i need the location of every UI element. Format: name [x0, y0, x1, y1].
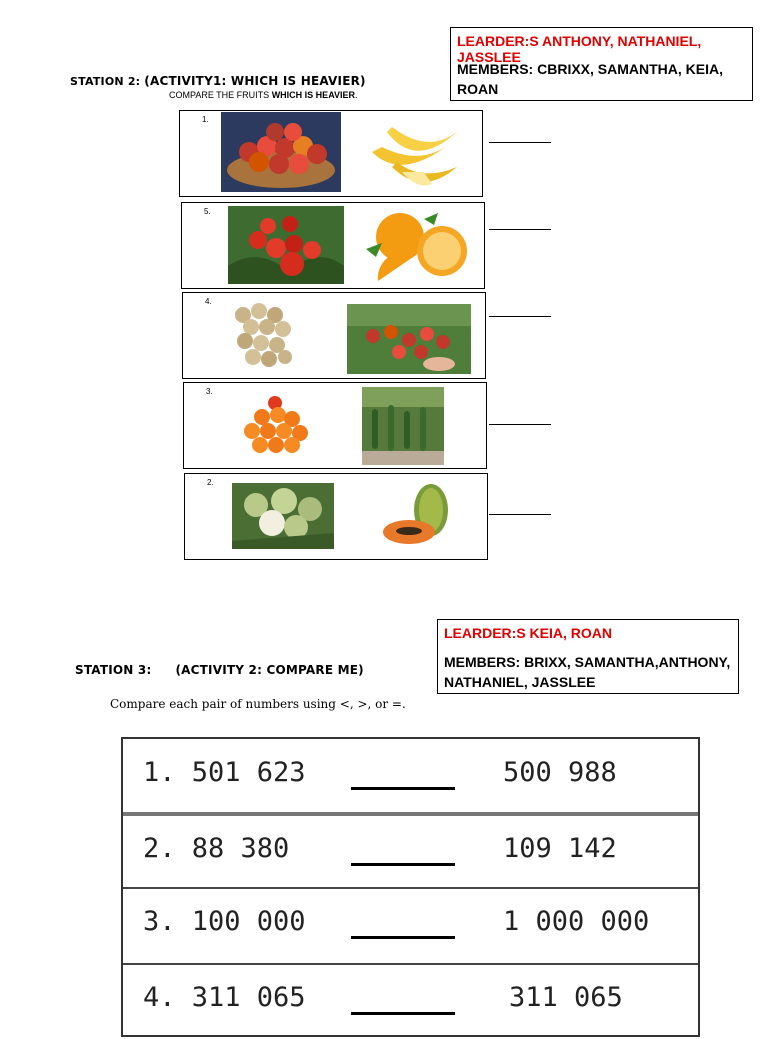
station3-instruction: Compare each pair of numbers using <, >, or =. — [110, 697, 406, 711]
compare-row — [123, 888, 698, 963]
left-number: 4. 311 065 — [143, 982, 306, 1013]
fruit-pair-row — [182, 292, 486, 379]
right-number: 311 065 — [509, 982, 623, 1013]
answer-blank[interactable] — [351, 1012, 455, 1015]
atis-fruit-photo — [232, 483, 334, 549]
cucumber-vines-photo — [362, 387, 444, 465]
left-number: 1. 501 623 — [143, 757, 306, 788]
answer-blank[interactable] — [351, 787, 455, 790]
banana-bunch-photo — [362, 112, 472, 192]
station2-title-activity: (ACTIVITY1: WHICH IS HEAVIER) — [144, 74, 366, 88]
papaya-photo — [375, 480, 465, 554]
answer-blank[interactable] — [489, 424, 551, 425]
fruit-pair-row — [184, 473, 488, 560]
answer-blank[interactable] — [489, 316, 551, 317]
answer-blank[interactable] — [489, 229, 551, 230]
right-number: 109 142 — [503, 833, 617, 864]
station2-leaders: LEARDER:S ANTHONY, NATHANIEL, JASSLEE — [457, 33, 702, 65]
answer-blank[interactable] — [351, 936, 455, 939]
left-number: 3. 100 000 — [143, 906, 306, 937]
station3-members: MEMBERS: BRIXX, SAMANTHA,ANTHONY, NATHANIEL, JASSLEE — [444, 654, 731, 690]
citrus-pile-photo — [238, 393, 312, 459]
answer-blank[interactable] — [489, 514, 551, 515]
left-number: 2. 88 380 — [143, 833, 290, 864]
lanzones-cluster-photo — [223, 295, 305, 377]
right-number: 500 988 — [503, 757, 617, 788]
station2-subtitle: COMPARE THE FRUITS WHICH IS HEAVIER. — [169, 90, 358, 100]
station2-title-prefix: STATION 2: — [70, 75, 145, 88]
station2-title — [70, 74, 366, 88]
station2-group-box — [450, 27, 753, 101]
compare-table — [121, 737, 700, 1037]
row-number: 3. — [206, 387, 213, 396]
row-number: 5. — [204, 207, 211, 216]
fruit-pair-row — [181, 202, 485, 289]
row-number: 1. — [202, 115, 209, 124]
answer-blank[interactable] — [489, 142, 551, 143]
apple-basket-photo — [221, 112, 341, 192]
tomato-plant-photo — [228, 206, 344, 284]
compare-row — [123, 739, 698, 814]
row-number: 2. — [207, 478, 214, 487]
station3-title-activity: (ACTIVITY 2: COMPARE ME) — [175, 663, 364, 677]
answer-blank[interactable] — [351, 863, 455, 866]
fruit-pair-row — [179, 110, 483, 197]
orange-slices-photo — [358, 209, 470, 285]
station2-members: MEMBERS: CBRIXX, SAMANTHA, KEIA, ROAN — [457, 61, 724, 97]
rambutan-tree-photo — [347, 304, 471, 374]
station3-title — [75, 663, 364, 677]
right-number: 1 000 000 — [503, 906, 650, 937]
compare-row — [123, 964, 698, 1039]
compare-row — [123, 815, 698, 890]
row-number: 4. — [205, 297, 212, 306]
station3-group-box — [437, 619, 739, 694]
station3-title-prefix: STATION 3: — [75, 663, 152, 677]
fruit-pair-row — [183, 382, 487, 469]
station3-leaders: LEARDER:S KEIA, ROAN — [444, 625, 613, 641]
